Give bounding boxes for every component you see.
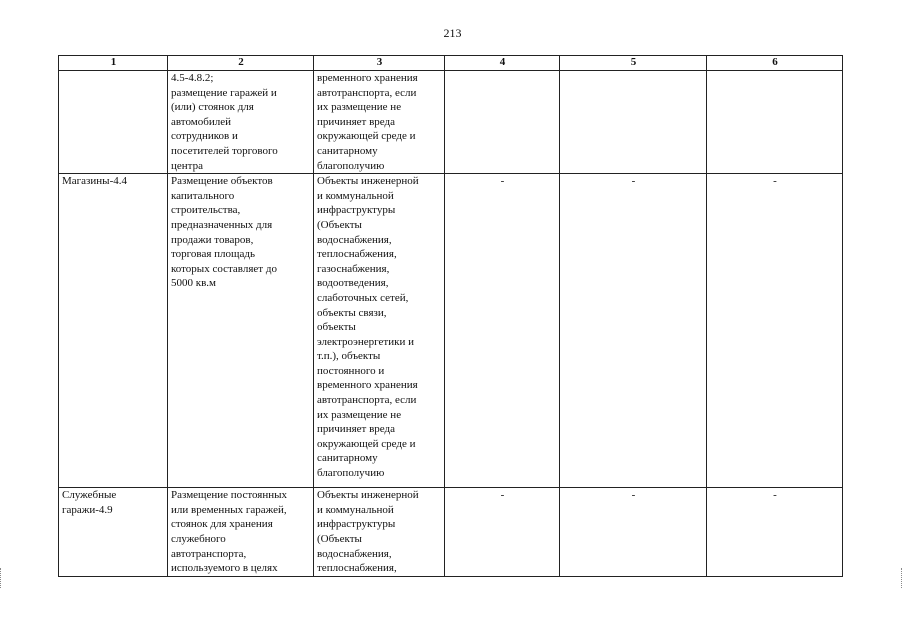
table-header-row — [59, 56, 843, 71]
column-header-2: 2 — [168, 56, 314, 71]
cell-col4: - — [445, 488, 560, 577]
scan-edge-mark-right — [901, 568, 905, 588]
cell-auxiliary-uses: Объекты инженерной и коммунальной инфраструктуры (Объекты водоснабжения, теплоснабжения, — [314, 488, 445, 577]
cell-col6: - — [707, 488, 843, 577]
cell-col4: - — [445, 174, 560, 488]
regulations-table — [58, 55, 843, 577]
cell-col6 — [707, 71, 843, 174]
cell-use-type: Магазины-4.4 — [59, 174, 168, 488]
column-header-6: 6 — [707, 56, 843, 71]
cell-col5 — [560, 71, 707, 174]
cell-description: Размещение постоянных или временных гаражей, стоянок для хранения служебного автотранспорта, используемого в целях — [168, 488, 314, 577]
cell-col4 — [445, 71, 560, 174]
page-number: 213 — [443, 26, 462, 40]
cell-description: Размещение объектов капитального строительства, предназначенных для продажи товаров, торговая площадь которых составляет до 5000 кв.м — [168, 174, 314, 488]
cell-description: 4.5-4.8.2; размещение гаражей и (или) стоянок для автомобилей сотрудников и посетителей торгового центра — [168, 71, 314, 174]
cell-col5: - — [560, 174, 707, 488]
table-row — [59, 71, 843, 174]
column-header-4: 4 — [445, 56, 560, 71]
table-row — [59, 174, 843, 488]
cell-col6: - — [707, 174, 843, 488]
table-row — [59, 488, 843, 577]
cell-col5: - — [560, 488, 707, 577]
cell-use-type — [59, 71, 168, 174]
column-header-5: 5 — [560, 56, 707, 71]
scan-edge-mark-left — [0, 568, 4, 588]
cell-auxiliary-uses: Объекты инженерной и коммунальной инфраструктуры (Объекты водоснабжения, теплоснабжения, газоснабжения, водоотведения, слаботочных сетей, объекты связи, объекты электроэнергетики и т.п.), объекты постоянного и временного хранения автотранспорта, если их размещение не причиняет вреда окружающей среде и санитарному благополучию — [314, 174, 445, 488]
column-header-3: 3 — [314, 56, 445, 71]
cell-auxiliary-uses: временного хранения автотранспорта, если их размещение не причиняет вреда окружающей среде и санитарному благополучию — [314, 71, 445, 174]
cell-use-type: Служебные гаражи-4.9 — [59, 488, 168, 577]
column-header-1: 1 — [59, 56, 168, 71]
